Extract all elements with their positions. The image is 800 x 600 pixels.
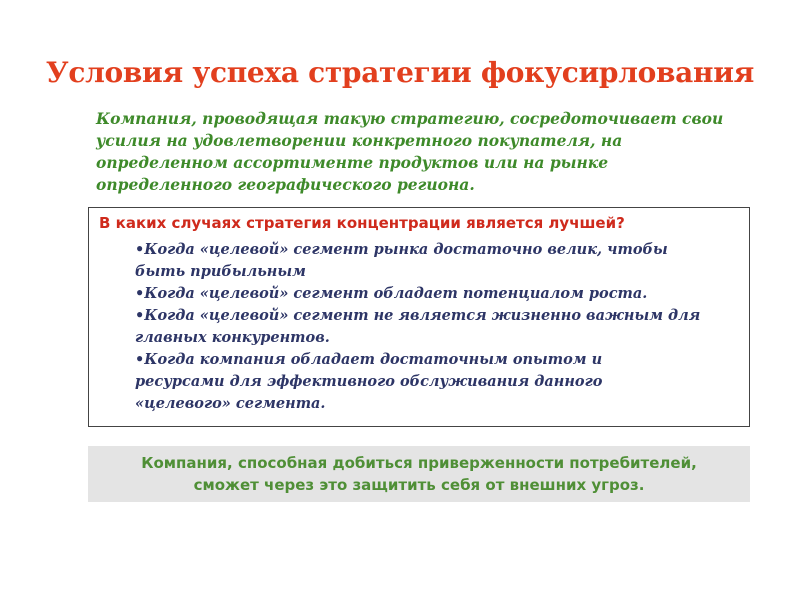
bullet-line: быть прибыльным [135, 263, 306, 280]
conditions-box [88, 207, 750, 427]
bullet-line: •Когда «целевой» сегмент обладает потенциалом роста. [135, 285, 648, 302]
slide-title: Условия успеха стратегии фокусирлования [45, 56, 755, 89]
intro-line: определенного географического региона. [96, 175, 475, 194]
intro-line: усилия на удовлетворении конкретного покупателя, на [96, 131, 623, 150]
bullet-line: «целевого» сегмента. [135, 395, 326, 412]
conditions-list [135, 239, 735, 415]
bullet-line: главных конкурентов. [135, 329, 330, 346]
bullet-line: •Когда компания обладает достаточным опытом и [135, 351, 603, 368]
footer-line: Компания, способная добиться приверженности потребителей, [141, 454, 697, 472]
footer-note [88, 446, 750, 502]
intro-line: Компания, проводящая такую стратегию, сосредоточивает свои [96, 109, 724, 128]
bullet-line: •Когда «целевой» сегмент рынка достаточно велик, чтобы [135, 241, 668, 258]
conditions-heading: В каких случаях стратегия концентрации является лучшей? [99, 214, 625, 232]
bullet-line: •Когда «целевой» сегмент не является жизненно важным для [135, 307, 701, 324]
footer-line: сможет через это защитить себя от внешних угроз. [193, 476, 645, 494]
intro-paragraph [96, 108, 746, 196]
intro-line: определенном ассортименте продуктов или на рынке [96, 153, 609, 172]
bullet-line: ресурсами для эффективного обслуживания данного [135, 373, 603, 390]
